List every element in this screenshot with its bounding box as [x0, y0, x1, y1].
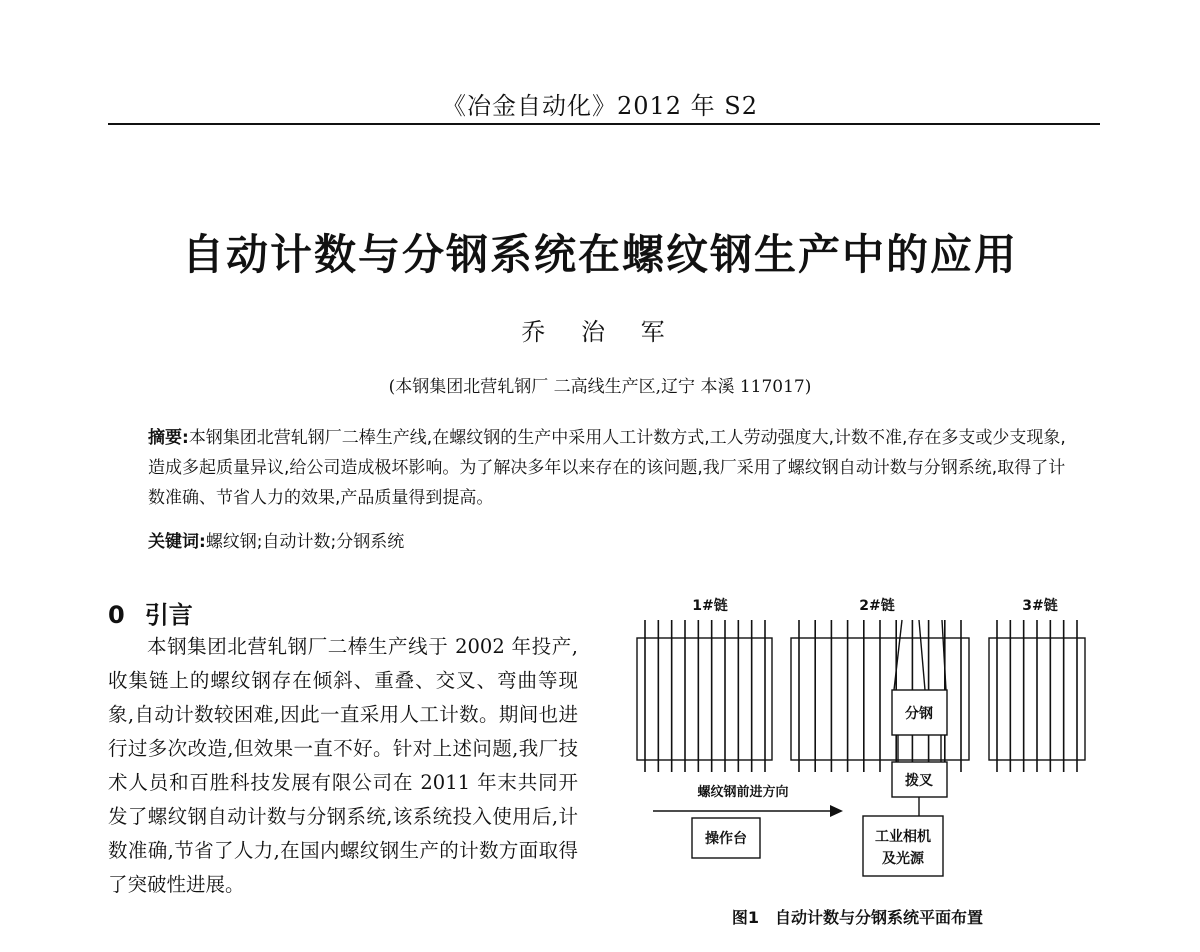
guide-line — [894, 620, 902, 690]
abstract-text: 本钢集团北营轧钢厂二棒生产线,在螺纹钢的生产中采用人工计数方式,工人劳动强度大,计数不准,存在多支或少支现象,造成多起质量异议,给公司造成极坏影响。为了解决多年以来存在的该问题,我厂采用了螺纹钢自动计数与分钢系统,取得了计数准确、节省人力的效果,产品质量得到提高。 — [148, 428, 1066, 508]
camera-label-line1: 工业相机 — [875, 829, 931, 845]
figure-caption: 图1 自动计数与分钢系统平面布置 — [731, 908, 984, 927]
rebar-bars — [645, 620, 1077, 772]
splitter-label: 分钢 — [905, 706, 933, 722]
affiliation: (本钢集团北营轧钢厂 二高线生产区,辽宁 本溪 117017) — [388, 377, 812, 397]
camera-box — [863, 816, 943, 876]
section-number: 0 — [108, 601, 125, 629]
camera-label-line2: 及光源 — [882, 851, 924, 867]
keywords-text: 螺纹钢;自动计数;分钢系统 — [205, 532, 405, 552]
direction-arrowhead — [830, 805, 843, 817]
console-label: 操作台 — [705, 831, 747, 847]
section-title: 引言 — [144, 601, 193, 629]
chain-label-3: 3#链 — [1022, 598, 1058, 614]
author-name: 乔 治 军 — [521, 318, 679, 346]
intro-paragraph: 本钢集团北营轧钢厂二棒生产线于 2002 年投产,收集链上的螺纹钢存在倾斜、重叠、交叉、弯曲等现象,自动计数较困难,因此一直采用人工计数。期间也进行过多次改造,但效果一直不好。针对上述问题,我厂技术人员和百胜科技发展有限公司在 2011 年末共同开发了螺纹钢自动计数与分钢系统,该系统投入使用后,计数准确,节省了人力,在国内螺纹钢生产的计数方面取得了突破性进展。 — [108, 635, 578, 896]
journal-header: 《冶金自动化》2012 年 S2 — [441, 92, 759, 120]
layout-diagram — [615, 590, 1100, 890]
direction-label: 螺纹钢前进方向 — [697, 785, 789, 800]
chain-label-1: 1#链 — [692, 598, 728, 614]
abstract — [148, 423, 1068, 513]
section-heading — [108, 595, 193, 630]
body-text — [108, 630, 578, 902]
paper-title: 自动计数与分钢系统在螺纹钢生产中的应用 — [181, 230, 1018, 279]
keywords-label: 关键词: — [148, 532, 206, 552]
fork-label: 拨叉 — [905, 773, 933, 789]
guide-line — [919, 620, 925, 690]
header-rule — [108, 123, 1100, 125]
chain-label-2: 2#链 — [859, 598, 895, 614]
abstract-label: 摘要: — [148, 428, 189, 448]
keywords — [148, 527, 404, 552]
